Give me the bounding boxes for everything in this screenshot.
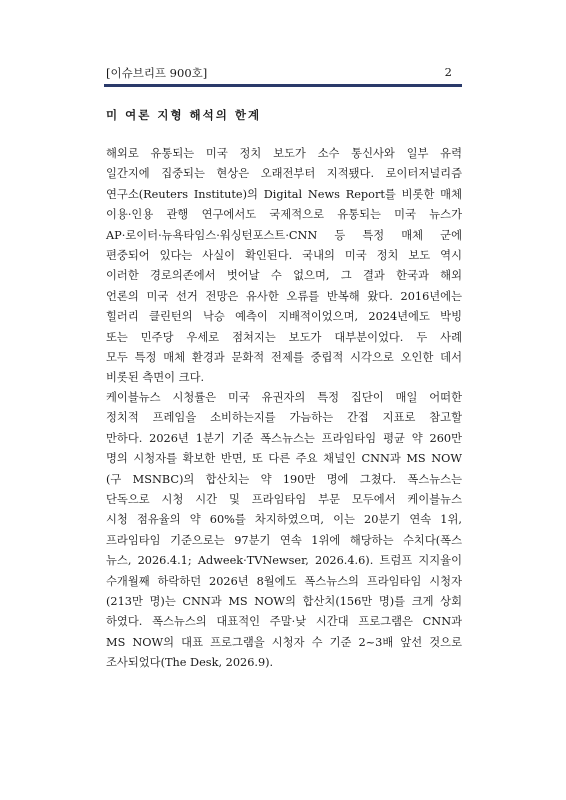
series-label: [이슈브리프 900호] — [106, 66, 208, 80]
paragraph-line: 정치적 프레임을 소비하는지를 가늠하는 간접 지표로 참고할 — [106, 411, 462, 425]
paragraph-line: (구 MSNBC)의 합산치는 약 190만 명에 그쳤다. 폭스뉴스는 — [106, 472, 462, 486]
paragraph-line: 편중되어 있다는 사실이 확인된다. 국내의 미국 정치 보도 역시 — [106, 249, 462, 263]
paragraph-line: MS NOW의 대표 프로그램을 시청자 수 기준 2~3배 앞선 것으로 — [106, 635, 462, 649]
paragraph-line: 단독으로 시청 시간 및 프라임타임 부문 모두에서 케이블뉴스 — [106, 493, 462, 507]
paragraph-line: (213만 명)는 CNN과 MS NOW의 합산치(156만 명)를 크게 상회 — [106, 595, 462, 609]
paragraph-line: 모두 특정 매체 환경과 문화적 전제를 중립적 시각으로 오인한 데서 — [106, 351, 462, 365]
paragraph-line: 또는 민주당 우세로 점쳐지는 보도가 대부분이었다. 두 사례 — [106, 330, 462, 344]
page-number: 2 — [444, 65, 452, 79]
paragraph-line: 연구소(Reuters Institute)의 Digital News Report를 비롯한 매체 — [106, 187, 462, 201]
paragraph-line: 이러한 경로의존에서 벗어날 수 없으며, 그 결과 한국과 해외 — [106, 269, 462, 283]
paragraph-line: 수개월째 하락하던 2026년 8월에도 폭스뉴스의 프라임타임 시청자 — [106, 574, 462, 588]
paragraph-line: 프라임타임 기준으로는 97분기 연속 1위에 해당하는 수치다(폭스 — [106, 533, 462, 547]
paragraph-line: 해외로 유통되는 미국 정치 보도가 소수 통신사와 일부 유력 — [106, 147, 462, 160]
paragraph-line: 힐러리 클린턴의 낙승 예측이 지배적이었으며, 2024년에도 박빙 — [106, 310, 462, 324]
paragraph-2 — [106, 388, 462, 674]
paragraph-line: 이용·인용 관행 연구에서도 국제적으로 유통되는 미국 뉴스가 — [106, 208, 462, 222]
paragraph-line: 언론의 미국 선거 전망은 유사한 오류를 반복해 왔다. 2016년에는 — [106, 289, 462, 303]
paragraph-line: 조사되었다(The Desk, 2026.9). — [106, 656, 274, 670]
paragraph-line: 일간지에 집중되는 현상은 오래전부터 지적됐다. 로이터저널리즘 — [106, 167, 462, 181]
paragraph-line: 명의 시청자를 확보한 반면, 또 다른 주요 채널인 CNN과 MS NOW — [106, 452, 462, 466]
paragraph-line: 만하다. 2026년 1분기 기준 폭스뉴스는 프라임타임 평균 약 260만 — [106, 431, 462, 445]
paragraph-line: 뉴스, 2026.4.1; Adweek·TVNewser, 2026.4.6). 트럼프 지지율이 — [106, 554, 462, 568]
paragraph-line: AP·로이터·뉴욕타임스·워싱턴포스트·CNN 등 특정 매체 군에 — [106, 228, 462, 242]
paragraph-line: 하였다. 폭스뉴스의 대표적인 주말·낮 시간대 프로그램은 CNN과 — [106, 615, 462, 629]
paragraph-1 — [106, 144, 462, 389]
paragraph-line: 케이블뉴스 시청률은 미국 유권자의 특정 집단이 매일 어떠한 — [106, 391, 462, 404]
paragraph-line: 시청 점유율의 약 60%를 차지하였으며, 이는 20분기 연속 1위, — [106, 513, 462, 527]
header-rule — [104, 84, 462, 87]
section-title: 미 여론 지형 해석의 한계 — [106, 108, 262, 122]
paragraph-line: 비롯된 측면이 크다. — [106, 371, 205, 385]
